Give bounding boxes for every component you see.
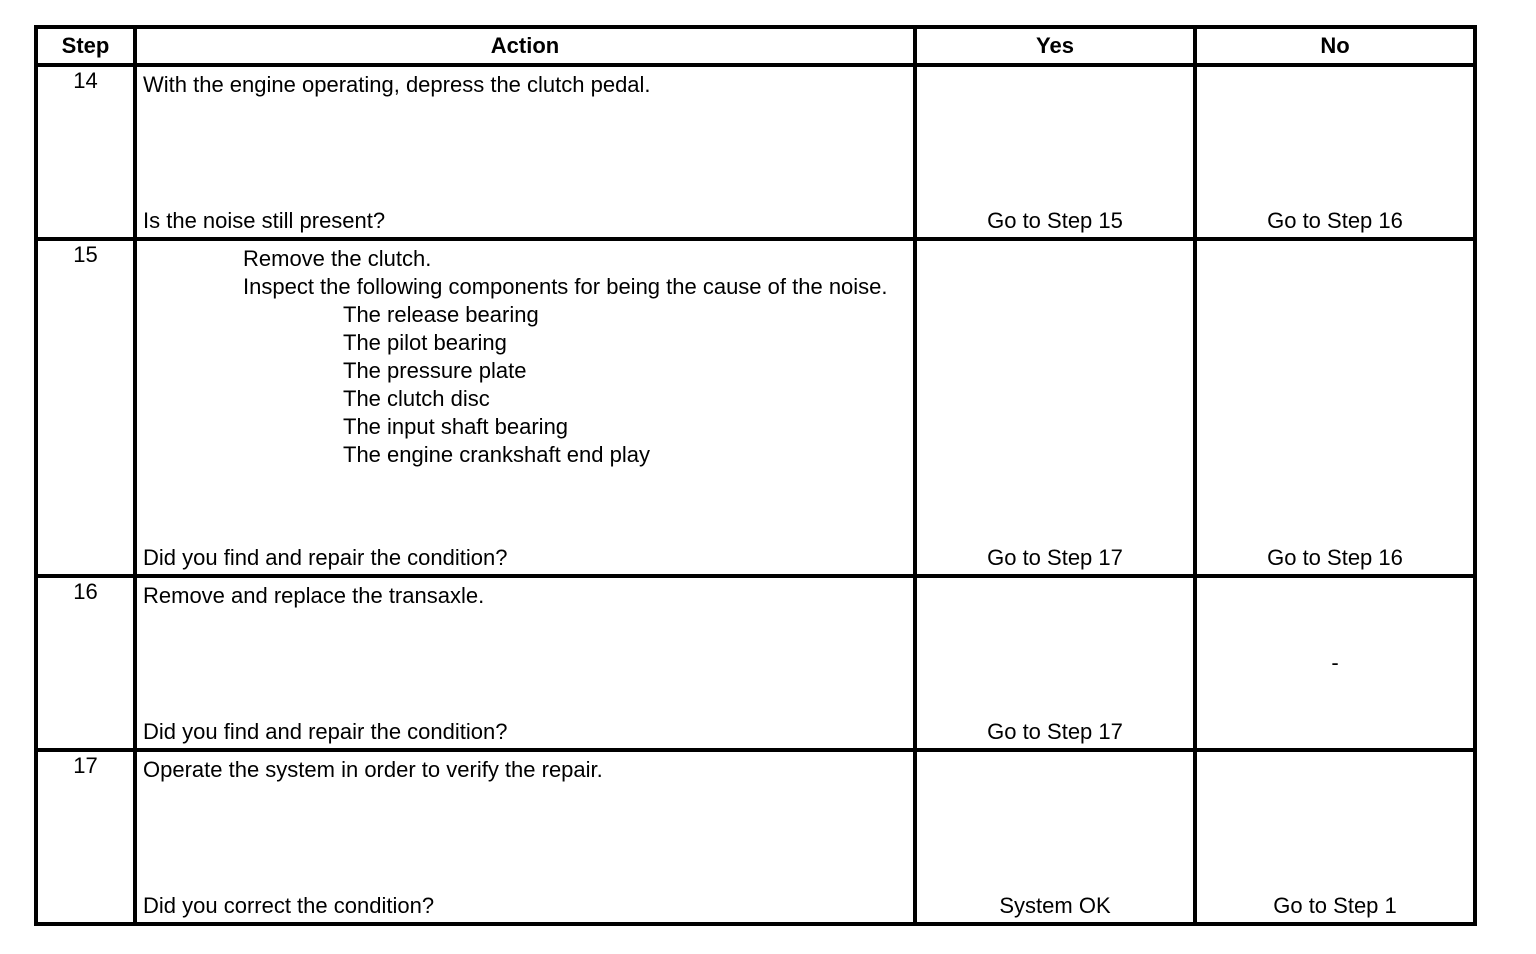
no-result: Go to Step 1	[1273, 893, 1397, 918]
component-list-item: The engine crankshaft end play	[343, 442, 650, 467]
yes-cell	[915, 750, 1195, 924]
diagnostic-table-sheet	[34, 25, 1477, 938]
yes-result: Go to Step 15	[987, 208, 1123, 233]
table-row	[36, 576, 1475, 750]
no-cell	[1195, 65, 1475, 239]
action-line: Operate the system in order to verify the repair.	[143, 757, 603, 782]
no-cell	[1195, 239, 1475, 576]
component-list-item: The release bearing	[343, 302, 539, 327]
no-result: Go to Step 16	[1267, 208, 1403, 233]
no-result: -	[1331, 650, 1339, 675]
yes-result: Go to Step 17	[987, 545, 1123, 570]
no-result: Go to Step 16	[1267, 545, 1403, 570]
action-question: Did you find and repair the condition?	[143, 719, 508, 744]
action-line: Remove and replace the transaxle.	[143, 583, 485, 608]
action-line: Inspect the following components for being the cause of the noise.	[243, 274, 888, 299]
action-cell	[135, 576, 915, 750]
header-row	[36, 27, 1475, 65]
component-list-item: The clutch disc	[343, 386, 490, 411]
no-cell	[1195, 576, 1475, 750]
step-number: 16	[36, 576, 135, 750]
action-question: Is the noise still present?	[143, 208, 386, 233]
step-number: 15	[36, 239, 135, 576]
header-action: Action	[135, 27, 915, 65]
component-list-item: The pilot bearing	[343, 330, 507, 355]
action-line: Remove the clutch.	[243, 246, 432, 271]
action-question: Did you find and repair the condition?	[143, 545, 508, 570]
action-cell	[135, 65, 915, 239]
yes-cell	[915, 576, 1195, 750]
diagnostic-table	[34, 25, 1477, 926]
action-line: With the engine operating, depress the clutch pedal.	[143, 72, 651, 97]
table-row	[36, 750, 1475, 924]
action-cell	[135, 750, 915, 924]
step-number: 17	[36, 750, 135, 924]
header-yes: Yes	[915, 27, 1195, 65]
yes-result: Go to Step 17	[987, 719, 1123, 744]
yes-result: System OK	[999, 893, 1111, 918]
header-no: No	[1195, 27, 1475, 65]
yes-cell	[915, 65, 1195, 239]
action-cell	[135, 239, 915, 576]
step-number: 14	[36, 65, 135, 239]
table-row	[36, 239, 1475, 576]
action-question: Did you correct the condition?	[143, 893, 435, 918]
component-list-item: The pressure plate	[343, 358, 527, 383]
table-row	[36, 65, 1475, 239]
yes-cell	[915, 239, 1195, 576]
header-step: Step	[36, 27, 135, 65]
no-cell	[1195, 750, 1475, 924]
component-list-item: The input shaft bearing	[343, 414, 569, 439]
